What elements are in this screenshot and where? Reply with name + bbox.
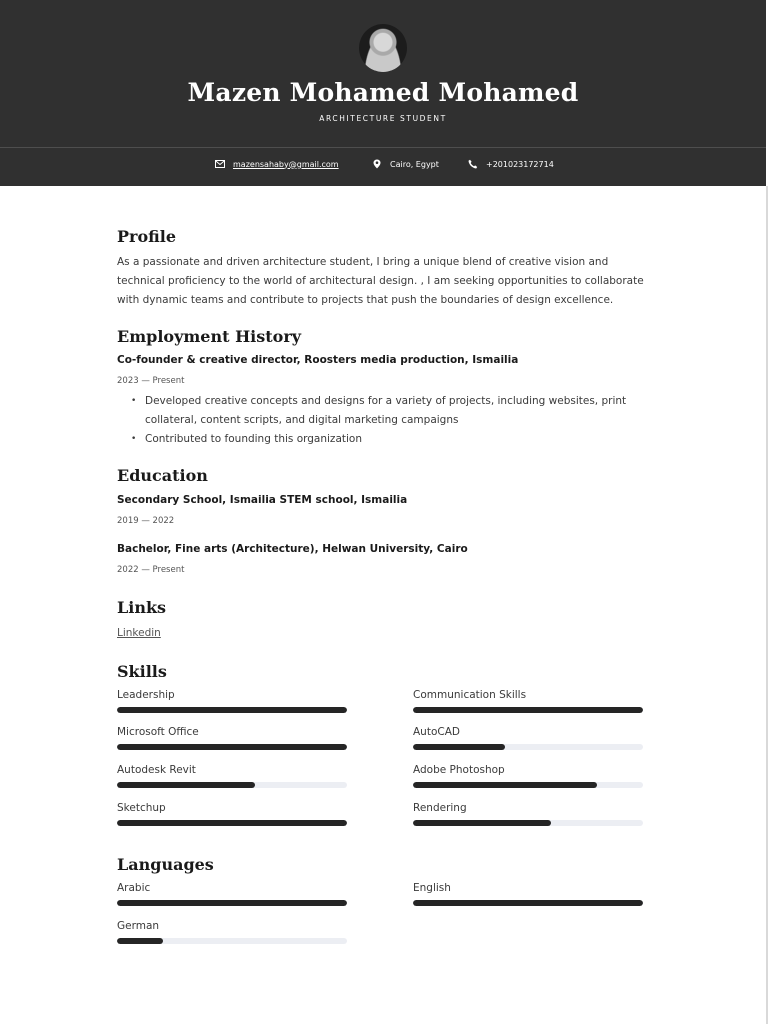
profile-line: As a passionate and driven architecture student, I bring a unique blend of creative vision and xyxy=(117,256,609,268)
contact-email[interactable] xyxy=(215,156,339,172)
candidate-title: ARCHITECTURE STUDENT xyxy=(319,114,447,123)
skill-bar xyxy=(413,782,643,788)
skill-bar xyxy=(413,820,643,826)
skill-bar xyxy=(117,707,347,713)
skill-bar xyxy=(117,744,347,750)
phone-text: +201023172714 xyxy=(486,159,554,169)
skill-item xyxy=(117,689,347,713)
profile-heading: Profile xyxy=(117,227,177,246)
candidate-name: Mazen Mohamed Mohamed xyxy=(187,78,579,107)
skill-bar-fill xyxy=(117,820,347,826)
skill-bar-fill xyxy=(413,782,597,788)
skill-item xyxy=(117,726,347,750)
language-label: German xyxy=(117,920,160,932)
language-item xyxy=(117,920,347,944)
skill-label: Leadership xyxy=(117,689,175,701)
list-item: • Developed creative concepts and designs for a variety of projects, including websites, print collateral, content scripts, and digital marketing campaigns xyxy=(131,392,651,430)
location-text: Cairo, Egypt xyxy=(390,159,439,169)
linkedin-link[interactable]: Linkedin xyxy=(117,627,161,639)
skill-item xyxy=(413,764,643,788)
languages-heading: Languages xyxy=(117,855,214,874)
skill-item xyxy=(413,802,643,826)
skill-label: Communication Skills xyxy=(413,689,527,701)
links-heading: Links xyxy=(117,598,167,617)
contact-location xyxy=(372,156,439,172)
skill-label: Adobe Photoshop xyxy=(413,764,505,776)
education-date: 2019 — 2022 xyxy=(117,516,175,526)
education-title: Bachelor, Fine arts (Architecture), Helwan University, Cairo xyxy=(117,543,468,555)
skill-bar xyxy=(413,707,643,713)
skill-label: AutoCAD xyxy=(413,726,460,738)
employment-heading: Employment History xyxy=(117,327,302,346)
skill-label: Autodesk Revit xyxy=(117,764,196,776)
job-title: Co-founder & creative director, Roosters media production, Ismailia xyxy=(117,354,519,366)
map-pin-icon xyxy=(372,159,382,169)
envelope-icon xyxy=(215,159,225,169)
skill-bar xyxy=(117,820,347,826)
language-label: Arabic xyxy=(117,882,151,894)
profile-photo xyxy=(359,24,407,72)
header-divider xyxy=(0,147,766,148)
skill-bar-fill xyxy=(413,744,505,750)
language-bar-fill xyxy=(117,900,347,906)
skill-item xyxy=(117,764,347,788)
language-bar xyxy=(117,938,347,944)
education-title: Secondary School, Ismailia STEM school, Ismailia xyxy=(117,494,408,506)
language-bar-fill xyxy=(413,900,643,906)
language-item xyxy=(117,882,347,906)
resume-header xyxy=(0,0,766,186)
skill-bar-fill xyxy=(117,782,255,788)
skill-item xyxy=(413,689,643,713)
job-date: 2023 — Present xyxy=(117,376,185,386)
profile-line: technical proficiency to the world of architectural design. , I am seeking opportunities to collaborate xyxy=(117,275,644,287)
profile-summary xyxy=(117,253,657,310)
skill-bar xyxy=(117,782,347,788)
skill-item xyxy=(117,802,347,826)
skills-heading: Skills xyxy=(117,662,167,681)
skill-bar-fill xyxy=(413,707,643,713)
skill-label: Rendering xyxy=(413,802,467,814)
phone-icon xyxy=(468,159,478,169)
skill-bar-fill xyxy=(413,820,551,826)
email-link[interactable]: mazensahaby@gmail.com xyxy=(233,159,339,169)
skill-label: Microsoft Office xyxy=(117,726,199,738)
language-label: English xyxy=(413,882,451,894)
profile-line: with dynamic teams and contribute to projects that push the boundaries of design excellence. xyxy=(117,294,614,306)
skill-item xyxy=(413,726,643,750)
list-item: • Contributed to founding this organization xyxy=(131,430,651,449)
language-bar xyxy=(117,900,347,906)
skill-bar-fill xyxy=(117,707,347,713)
language-item xyxy=(413,882,643,906)
skill-bar xyxy=(413,744,643,750)
skill-bar-fill xyxy=(117,744,347,750)
language-bar-fill xyxy=(117,938,163,944)
education-heading: Education xyxy=(117,466,208,485)
job-bullets xyxy=(131,392,651,449)
skill-label: Sketchup xyxy=(117,802,166,814)
education-date: 2022 — Present xyxy=(117,565,185,575)
language-bar xyxy=(413,900,643,906)
contact-phone xyxy=(468,156,554,172)
